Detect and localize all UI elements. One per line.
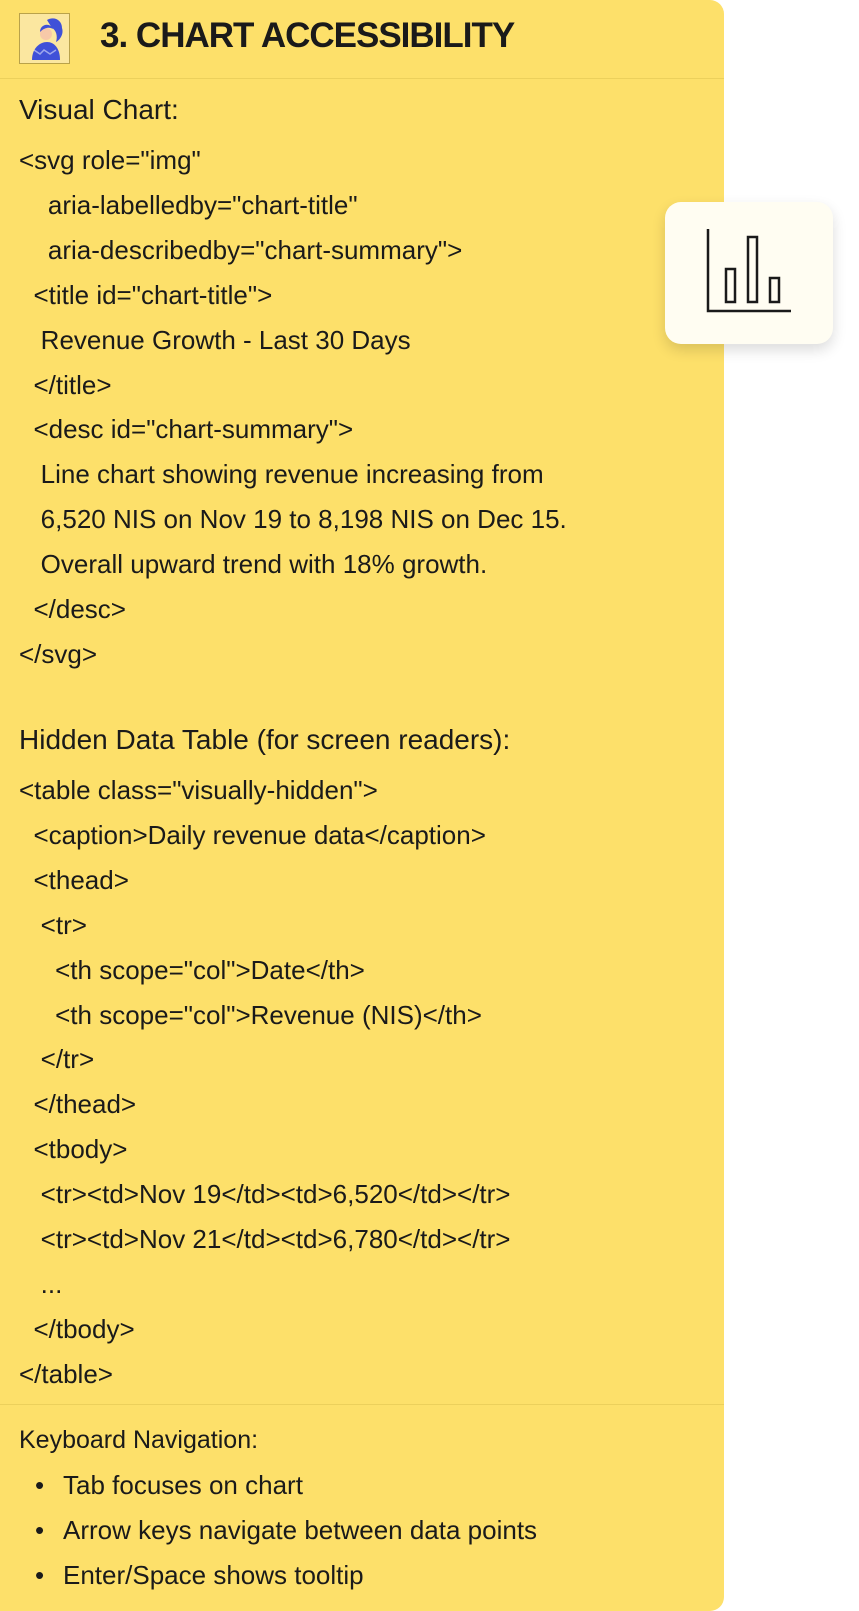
card-header <box>0 0 724 79</box>
keyboard-item-text: Enter/Space shows tooltip <box>63 1560 364 1590</box>
keyboard-list-item <box>35 1470 303 1500</box>
avatar-woman-icon <box>19 13 70 64</box>
code-line: <th scope="col">Revenue (NIS)</th> <box>19 999 482 1030</box>
code-line: </tbody> <box>19 1313 135 1344</box>
code-line: <tr><td>Nov 21</td><td>6,780</td></tr> <box>19 1224 511 1254</box>
code-line: <th scope="col">Date</th> <box>19 954 365 985</box>
code-line: </desc> <box>19 594 126 624</box>
code-line: <table class="visually-hidden"> <box>19 775 378 805</box>
code-line: </svg> <box>19 638 98 669</box>
code-line: ... <box>19 1268 63 1299</box>
code-line: 6,520 NIS on Nov 19 to 8,198 NIS on Dec 15. <box>19 504 567 535</box>
keyboard-item-text: Arrow keys navigate between data points <box>63 1515 538 1545</box>
code-line: <thead> <box>19 864 129 895</box>
code-line: </title> <box>19 369 112 400</box>
code-line: <title id="chart-title"> <box>19 279 273 310</box>
code-line: aria-describedby="chart-summary"> <box>19 234 463 265</box>
keyboard-item-text: Tab focuses on chart <box>63 1470 303 1500</box>
code-line: <tr><td>Nov 19</td><td>6,520</td></tr> <box>19 1179 511 1210</box>
bar-chart-icon <box>705 227 793 317</box>
code-line: <desc id="chart-summary"> <box>19 414 354 445</box>
code-line: <tr> <box>19 909 87 940</box>
code-line: </table> <box>19 1358 113 1389</box>
keyboard-list-item <box>35 1560 364 1590</box>
hidden-table-heading: Hidden Data Table (for screen readers): <box>19 724 511 755</box>
chart-icon-card <box>665 202 833 344</box>
keyboard-list-item <box>35 1515 537 1545</box>
code-line: Revenue Growth - Last 30 Days <box>19 324 411 355</box>
bullet-point: • <box>35 1515 45 1545</box>
bullet-point: • <box>35 1560 45 1590</box>
visual-chart-heading: Visual Chart: <box>19 94 179 125</box>
section-divider <box>0 1404 724 1405</box>
code-line: <caption>Daily revenue data</caption> <box>19 819 486 850</box>
bullet-point: • <box>35 1470 45 1500</box>
code-line: <svg role="img" <box>19 145 201 175</box>
keyboard-heading: Keyboard Navigation: <box>19 1426 259 1454</box>
code-line: Line chart showing revenue increasing from <box>19 459 544 490</box>
code-line: Overall upward trend with 18% growth. <box>19 549 488 580</box>
page-title: 3. CHART ACCESSIBILITY <box>100 16 515 55</box>
code-line: </thead> <box>19 1089 137 1120</box>
code-line: <tbody> <box>19 1134 128 1165</box>
code-line: aria-labelledby="chart-title" <box>19 189 358 220</box>
code-line: </tr> <box>19 1044 95 1075</box>
